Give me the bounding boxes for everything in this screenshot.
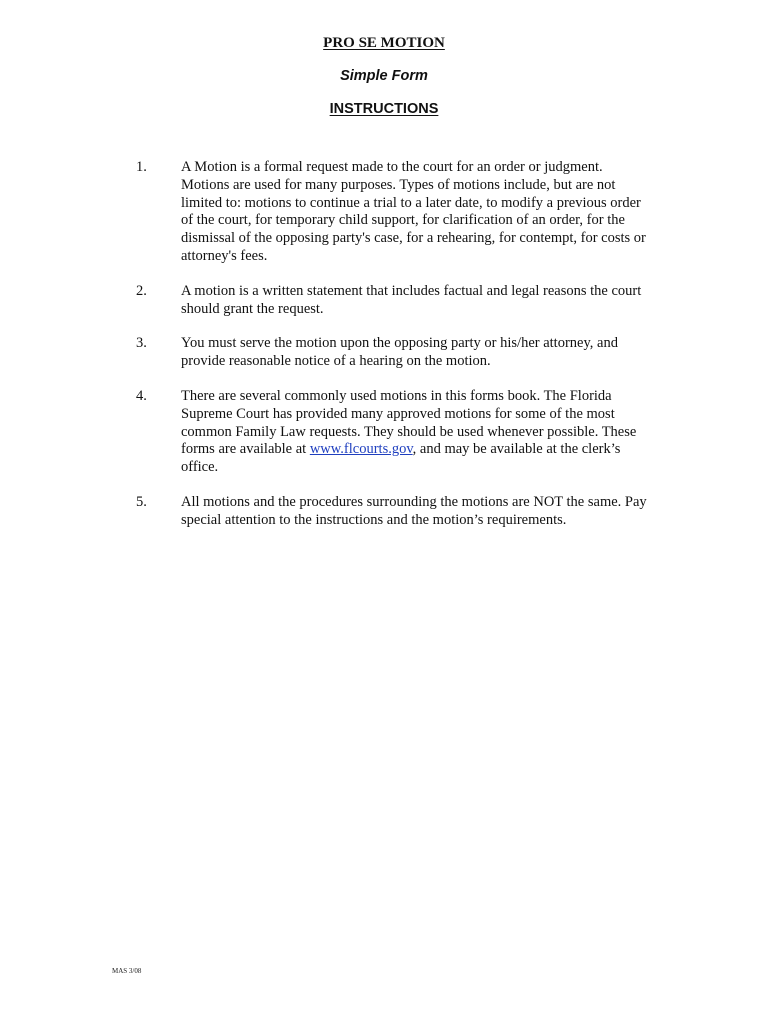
item-text bbox=[181, 388, 651, 477]
document-subtitle: Simple Form bbox=[340, 68, 428, 84]
item-number: 3. bbox=[136, 335, 147, 352]
item-text: A motion is a written statement that includes factual and legal reasons the court should grant the request. bbox=[181, 282, 642, 317]
instruction-item-2 bbox=[0, 283, 768, 319]
document-title: PRO SE MOTION bbox=[323, 35, 445, 51]
instructions-list bbox=[0, 159, 768, 547]
instructions-heading: INSTRUCTIONS bbox=[329, 101, 439, 117]
instruction-item-1 bbox=[0, 159, 768, 266]
form-revision-code: MAS 3/08 bbox=[112, 967, 142, 975]
instruction-item-5 bbox=[0, 494, 768, 530]
item-number: 1. bbox=[136, 159, 147, 175]
instruction-item-3 bbox=[0, 335, 768, 371]
item-text-after-link: , and may be available at the clerk’s office. bbox=[181, 441, 621, 476]
item-number: 5. bbox=[136, 493, 147, 510]
item-text: All motions and the procedures surrounding the motions are NOT the same. Pay special attention to the instructions and the motion’s requirements. bbox=[181, 493, 647, 528]
item-text-before-link: There are several commonly used motions in this forms book. The Florida Supreme Court has provided many approved motions for some of the most common Family Law requests. They should be used whenever possible. These forms are available at bbox=[181, 387, 637, 458]
item-number: 4. bbox=[136, 387, 147, 404]
instruction-item-4 bbox=[0, 388, 768, 477]
item-text: You must serve the motion upon the opposing party or his/her attorney, and provide reasonable notice of a hearing on the motion. bbox=[181, 335, 618, 370]
item-number: 2. bbox=[136, 282, 147, 299]
item-text: A Motion is a formal request made to the court for an order or judgment. Motions are used for many purposes. Types of motions include, but are not limited to: motions to continue a trial to a later date, to modify a previous order of the court, for temporary child support, for clarification of an order, for the dismissal of the opposing party's case, for a rehearing, for contempt, for costs or attorney's fees. bbox=[181, 159, 646, 264]
flcourts-link[interactable]: www.flcourts.gov bbox=[309, 441, 413, 458]
